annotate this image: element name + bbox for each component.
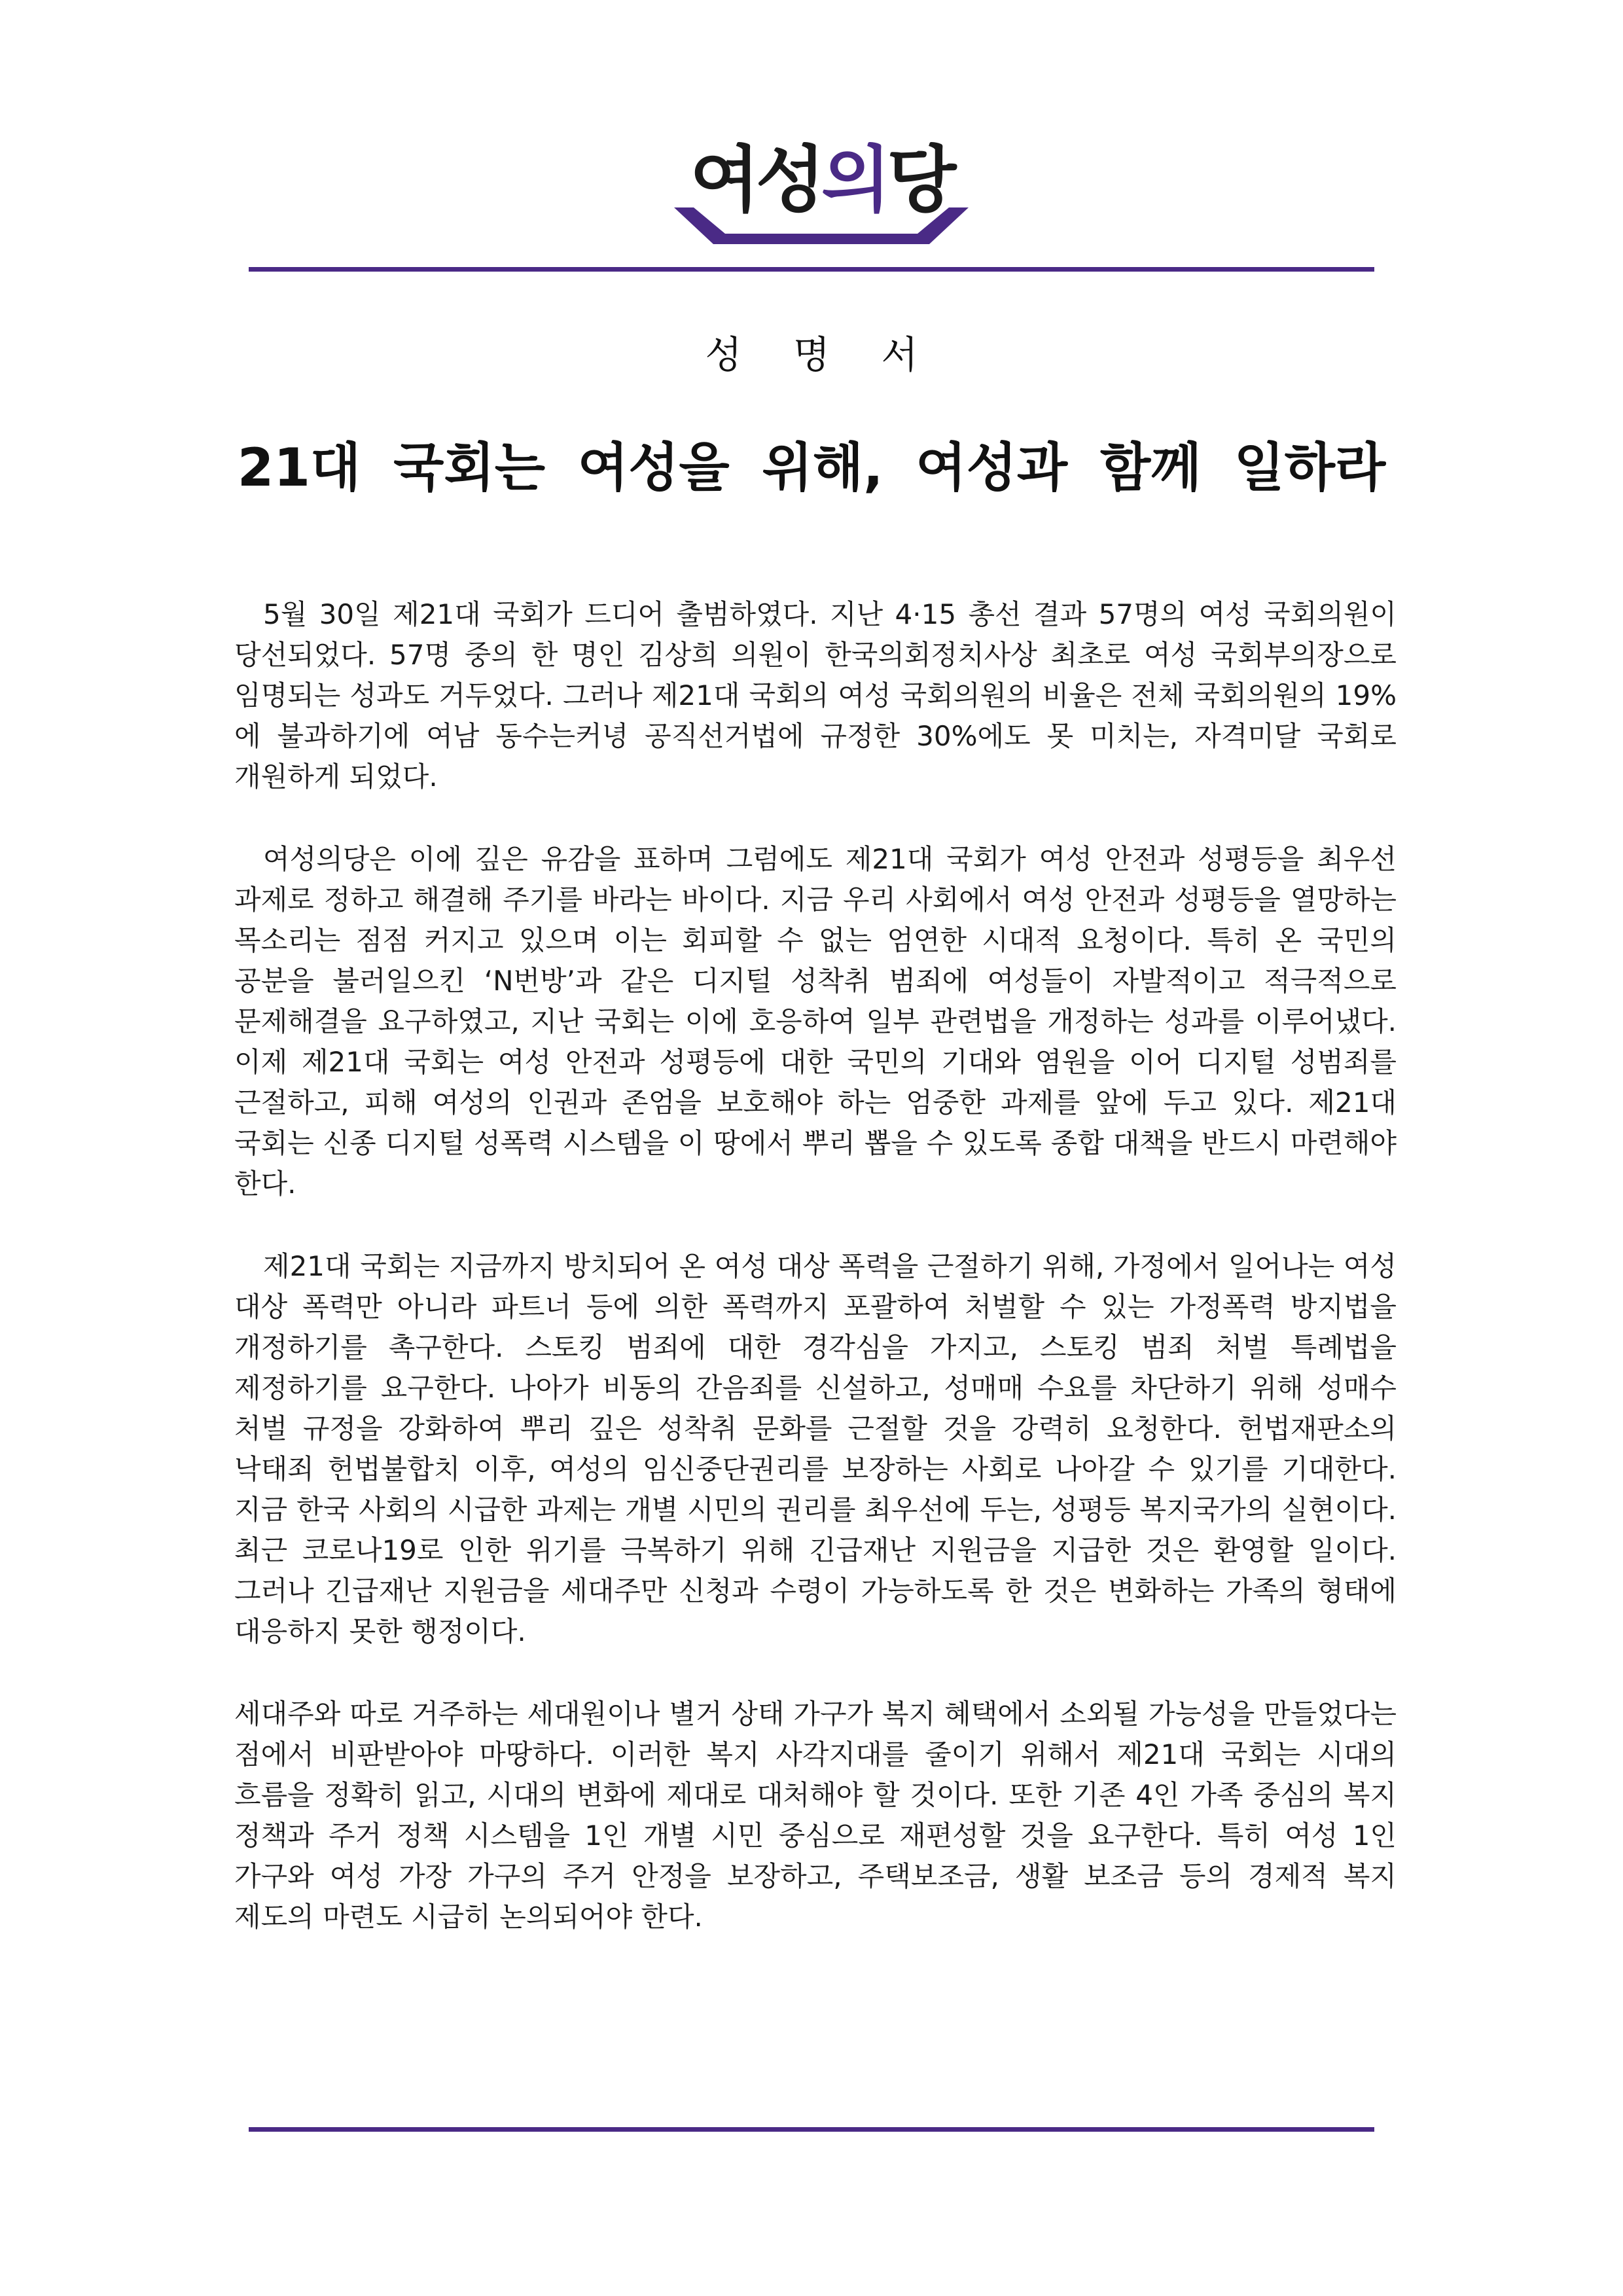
party-logo: [668, 137, 975, 255]
body-paragraph-3: 제21대 국회는 지금까지 방치되어 온 여성 대상 폭력을 근절하기 위해, 가정에서 일어나는 여성 대상 폭력만 아니라 파트너 등에 의한 폭력까지 포괄하여 처벌할 수 있는 가정폭력 방지법을 개정하기를 촉구한다. 스토킹 범죄에 대한 경각심을 가지고, 스토킹 범죄 처벌 특례법을 제정하기를 요구한다. 나아가 비동의 간음죄를 신설하고, 성매매 수요를 차단하기 위해 성매수 처벌 규정을 강화하여 뿌리 깊은 성착취 문화를 근절할 것을 강력히 요청한다. 헌법재판소의 낙태죄 헌법불합치 이후, 여성의 임신중단권리를 보장하는 사회로 나아갈 수 있기를 기대한다. 지금 한국 사회의 시급한 과제는 개별 시민의 권리를 최우선에 두는, 성평등 복지국가의 실현이다. 최근 코로나19로 인한 위기를 극복하기 위해 긴급재난 지원금을 지급한 것은 환영할 일이다. 그러나 긴급재난 지원금을 세대주만 신청과 수령이 가능하도록 한 것은 변화하는 가족의 형태에 대응하지 못한 행정이다.: [234, 1250, 1397, 1647]
logo-part-3: 당: [887, 138, 953, 222]
logo-part-1: 여성: [690, 138, 821, 222]
body-paragraph-4: 세대주와 따로 거주하는 세대원이나 별거 상태 가구가 복지 혜택에서 소외될 가능성을 만들었다는 점에서 비판받아야 마땅하다. 이러한 복지 사각지대를 줄이기 위해서 제21대 국회는 시대의 흐름을 정확히 읽고, 시대의 변화에 제대로 대처해야 할 것이다. 또한 기존 4인 가족 중심의 복지 정책과 주거 정책 시스템을 1인 개별 시민 중심으로 재편성할 것을 요구한다. 특히 여성 1인 가구와 여성 가장 가구의 주거 안정을 보장하고, 주택보조금, 생활 보조금 등의 경제적 복지 제도의 마련도 시급히 논의되어야 한다.: [234, 1698, 1397, 1933]
document-title: 21대 국회는 여성을 위해, 여성과 함께 일하라: [237, 437, 1386, 498]
body-paragraph-2: 여성의당은 이에 깊은 유감을 표하며 그럼에도 제21대 국회가 여성 안전과 성평등을 최우선 과제로 정하고 해결해 주기를 바라는 바이다. 지금 우리 사회에서 여성 안전과 성평등을 열망하는 목소리는 점점 커지고 있으며 이는 회피할 수 없는 엄연한 시대적 요청이다. 특히 온 국민의 공분을 불러일으킨 ‘N번방’과 같은 디지털 성착취 범죄에 여성들이 자발적이고 적극적으로 문제해결을 요구하였고, 지난 국회는 이에 호응하여 일부 관련법을 개정하는 성과를 이루어냈다. 이제 제21대 국회는 여성 안전과 성평등에 대한 국민의 기대와 염원을 이어 디지털 성범죄를 근절하고, 피해 여성의 인권과 존엄을 보호해야 하는 엄중한 과제를 앞에 두고 있다. 제21대 국회는 신종 디지털 성폭력 시스템을 이 땅에서 뿌리 뽑을 수 있도록 종합 대책을 반드시 마련해야 한다.: [234, 843, 1397, 1200]
document-type: 성 명 서: [705, 332, 938, 377]
logo-part-2: 의: [821, 138, 887, 222]
top-divider: [249, 267, 1374, 272]
bottom-divider: [249, 2127, 1374, 2132]
logo-underline-shape: [668, 200, 975, 252]
body-paragraph-1: 5월 30일 제21대 국회가 드디어 출범하였다. 지난 4·15 총선 결과 57명의 여성 국회의원이 당선되었다. 57명 중의 한 명인 김상희 의원이 한국의회정치사상 최초로 여성 국회부의장으로 임명되는 성과도 거두었다. 그러나 제21대 국회의 여성 국회의원의 비율은 전체 국회의원의 19%에 불과하기에 여남 동수는커녕 공직선거법에 규정한 30%에도 못 미치는, 자격미달 국회로 개원하게 되었다.: [234, 598, 1397, 793]
document-body: [234, 594, 1397, 1979]
